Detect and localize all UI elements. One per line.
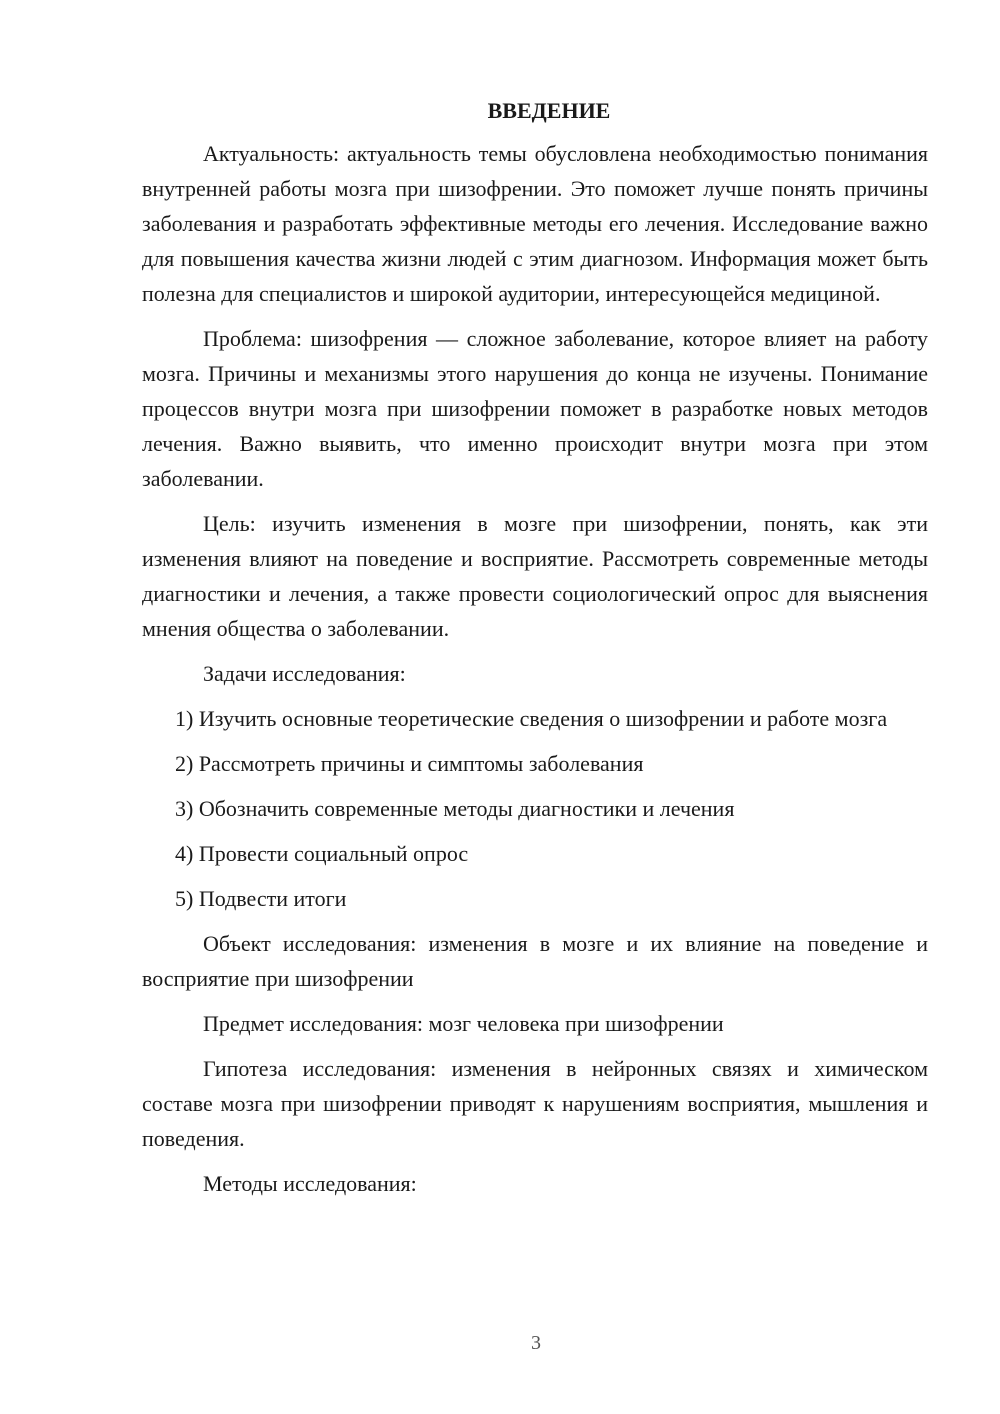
task-item-3: 3) Обозначить современные методы диагностики и лечения xyxy=(175,796,735,821)
paragraph-tasks-title: Задачи исследования: xyxy=(203,661,406,686)
paragraph-hypothesis: Гипотеза исследования: изменения в нейронных связях и химическом составе мозга при шизофрении приводят к нарушениям восприятия, мышления и поведения. xyxy=(142,1056,928,1151)
task-item-4: 4) Провести социальный опрос xyxy=(175,841,469,866)
task-item-2: 2) Рассмотреть причины и симптомы заболевания xyxy=(175,751,644,776)
section-heading: ВВЕДЕНИЕ xyxy=(487,98,611,123)
paragraph-goal: Цель: изучить изменения в мозге при шизофрении, понять, как эти изменения влияют на поведение и восприятие. Рассмотреть современные методы диагностики и лечения, а также провести социологический опрос для выяснения мнения общества о заболевании. xyxy=(142,511,928,641)
paragraph-relevance: Актуальность: актуальность темы обусловлена необходимостью понимания внутренней работы мозга при шизофрении. Это поможет лучше понять причины заболевания и разработать эффективные методы его лечения. Исследование важно для повышения качества жизни людей с этим диагнозом. Информация может быть полезна для специалистов и широкой аудитории, интересующейся медициной. xyxy=(142,141,928,306)
paragraph-methods-title: Методы исследования: xyxy=(203,1171,417,1196)
paragraph-problem: Проблема: шизофрения — сложное заболевание, которое влияет на работу мозга. Причины и механизмы этого нарушения до конца не изучены. Понимание процессов внутри мозга при шизофрении поможет в разработке новых методов лечения. Важно выявить, что именно происходит внутри мозга при этом заболевании. xyxy=(142,326,928,491)
page-content xyxy=(142,96,928,1211)
task-item-5: 5) Подвести итоги xyxy=(175,886,347,911)
page-number: 3 xyxy=(531,1332,541,1354)
task-item-1: 1) Изучить основные теоретические сведения о шизофрении и работе мозга xyxy=(175,706,888,731)
paragraph-object: Объект исследования: изменения в мозге и их влияние на поведение и восприятие при шизофрении xyxy=(142,931,928,991)
paragraph-subject: Предмет исследования: мозг человека при шизофрении xyxy=(203,1011,724,1036)
